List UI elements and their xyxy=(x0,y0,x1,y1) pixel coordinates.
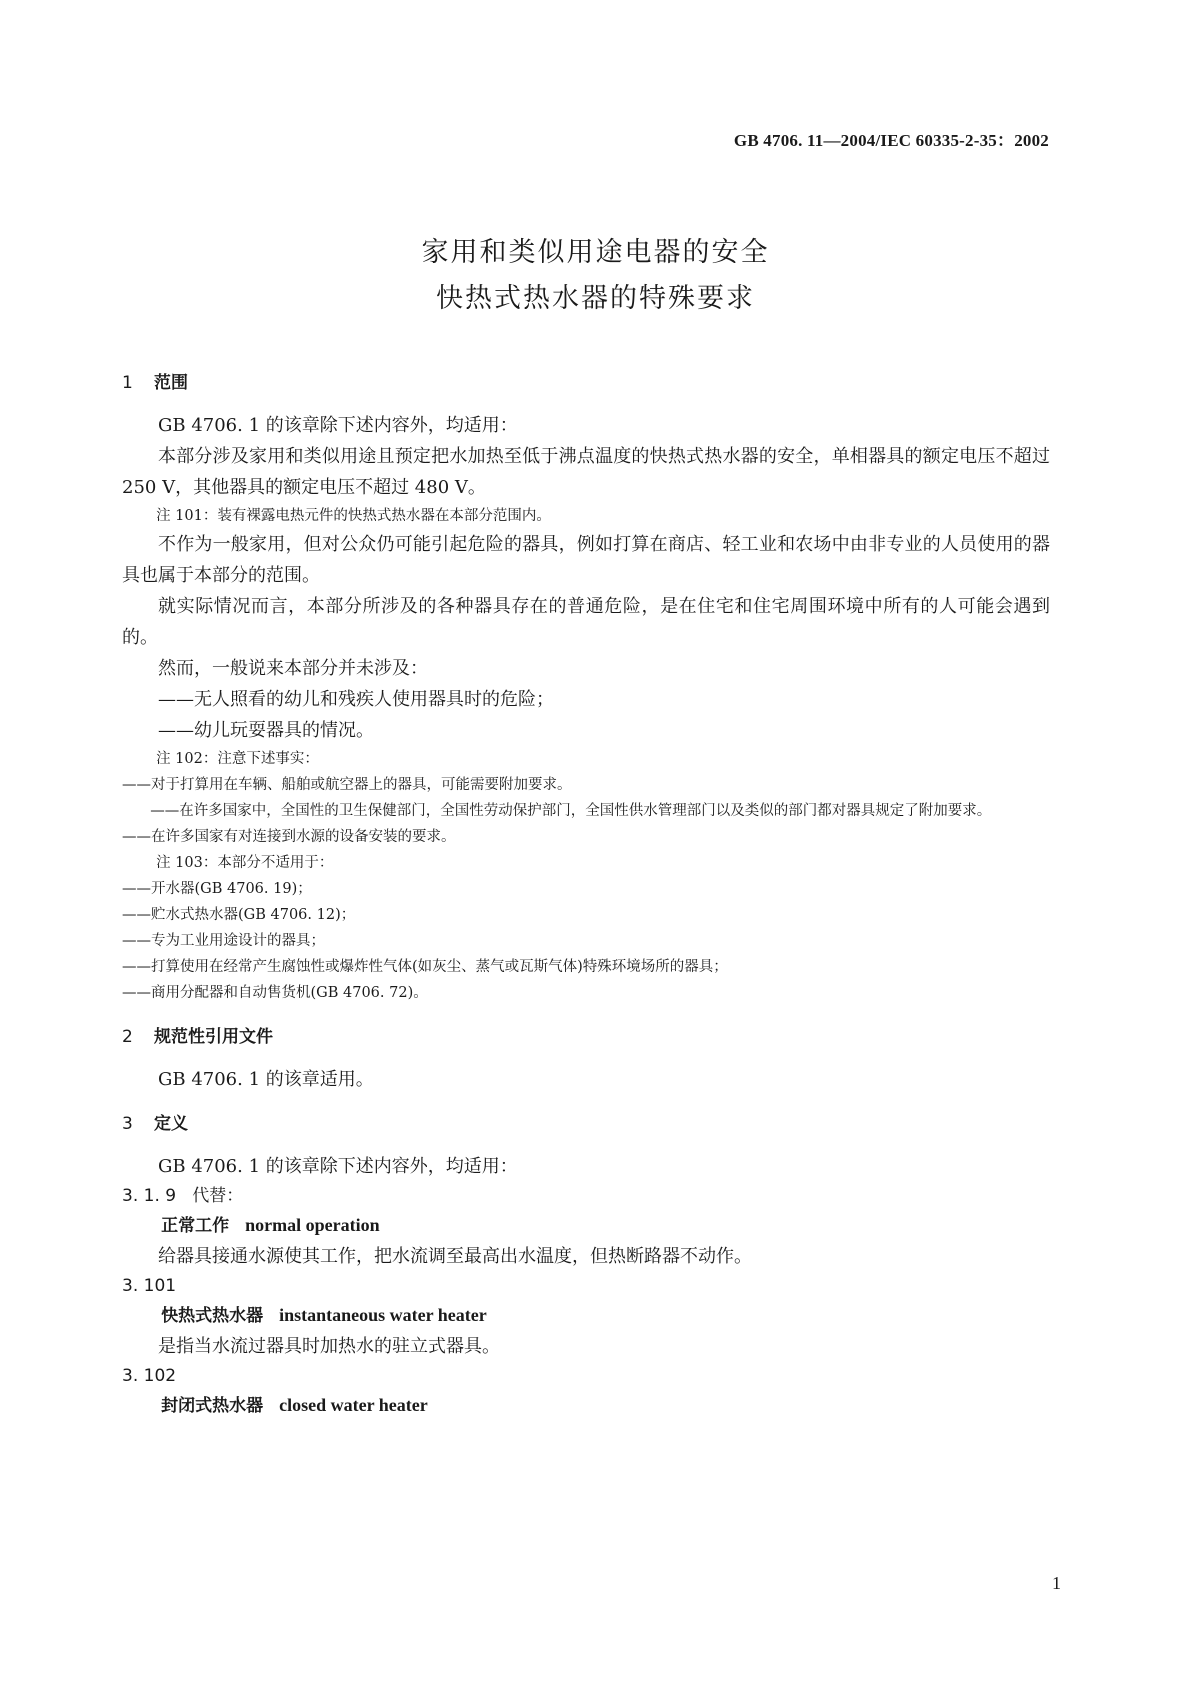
clause-3-1-9 xyxy=(122,1182,1050,1210)
paragraph: GB 4706. 1 的该章除下述内容外，均适用： xyxy=(158,1156,518,1177)
term-zh: 快热式热水器 xyxy=(161,1306,264,1326)
document-title-line2: 快热式热水器的特殊要求 xyxy=(436,283,755,314)
dash-item: ——无人照看的幼儿和残疾人使用器具时的危险； xyxy=(158,689,554,710)
paragraph: 本部分涉及家用和类似用途且预定把水加热至低于沸点温度的快热式热水器的安全，单相器具的额定电压不超过 250 V，其他器具的额定电压不超过 480 V。 xyxy=(122,446,1050,498)
note-102: 注 102：注意下述事实： xyxy=(156,751,319,767)
paragraph: GB 4706. 1 的该章适用。 xyxy=(158,1069,374,1090)
standard-id-header: GB 4706. 11—2004/IEC 60335-2-35：2002 xyxy=(733,131,1049,150)
term-normal-operation xyxy=(122,1210,1050,1241)
section-heading-definitions xyxy=(122,1113,1050,1135)
paragraph: GB 4706. 1 的该章除下述内容外，均适用： xyxy=(158,415,518,436)
note-item: ——打算使用在经常产生腐蚀性或爆炸性气体(如灰尘、蒸气或瓦斯气体)特殊环境场所的器具； xyxy=(122,959,728,975)
document-body xyxy=(122,372,1050,1421)
paragraph: 就实际情况而言，本部分所涉及的各种器具存在的普通危险，是在住宅和住宅周围环境中所有的人可能会遇到的。 xyxy=(122,596,1050,648)
term-zh: 正常工作 xyxy=(161,1216,230,1236)
term-zh: 封闭式热水器 xyxy=(161,1396,264,1416)
clause-3-102: 3. 102 xyxy=(122,1366,177,1386)
clause-3-101: 3. 101 xyxy=(122,1276,177,1296)
note-item: ——对于打算用在车辆、船舶或航空器上的器具，可能需要附加要求。 xyxy=(122,777,572,793)
section-number: 1 xyxy=(122,373,133,393)
paragraph: 不作为一般家用，但对公众仍可能引起危险的器具，例如打算在商店、轻工业和农场中由非专业的人员使用的器具也属于本部分的范围。 xyxy=(122,534,1050,586)
section-title: 规范性引用文件 xyxy=(154,1027,273,1047)
clause-label: 代替： xyxy=(192,1186,244,1206)
paragraph: 然而，一般说来本部分并未涉及： xyxy=(158,658,428,679)
note-item: ——在许多国家中，全国性的卫生保健部门，全国性劳动保护部门，全国性供水管理部门以及类似的部门都对器具规定了附加要求。 xyxy=(150,803,992,819)
term-closed-water-heater xyxy=(122,1390,1050,1421)
note-101: 注 101：装有裸露电热元件的快热式热水器在本部分范围内。 xyxy=(156,508,551,524)
definition-text: 给器具接通水源使其工作，把水流调至最高出水温度，但热断路器不动作。 xyxy=(158,1246,752,1267)
section-heading-normative-references xyxy=(122,1026,1050,1048)
dash-item: ——幼儿玩耍器具的情况。 xyxy=(158,720,374,741)
term-en: instantaneous water heater xyxy=(279,1305,487,1325)
document-title-line1: 家用和类似用途电器的安全 xyxy=(421,237,770,268)
note-item: ——开水器(GB 4706. 19)； xyxy=(122,881,312,897)
term-en: normal operation xyxy=(245,1215,380,1235)
note-103: 注 103：本部分不适用于： xyxy=(156,855,334,871)
note-item: ——在许多国家有对连接到水源的设备安装的要求。 xyxy=(122,829,456,845)
note-item: ——专为工业用途设计的器具； xyxy=(122,933,325,949)
note-item: ——商用分配器和自动售货机(GB 4706. 72)。 xyxy=(122,985,428,1001)
term-instantaneous-water-heater xyxy=(122,1300,1050,1331)
section-number: 2 xyxy=(122,1027,133,1047)
page-number: 1 xyxy=(1052,1573,1061,1593)
section-heading-scope xyxy=(122,372,1050,394)
section-number: 3 xyxy=(122,1114,133,1134)
clause-number: 3. 1. 9 xyxy=(122,1186,177,1206)
section-title: 范围 xyxy=(154,373,188,393)
section-title: 定义 xyxy=(154,1114,188,1134)
term-en: closed water heater xyxy=(279,1395,428,1415)
note-item: ——贮水式热水器(GB 4706. 12)； xyxy=(122,907,356,923)
definition-text: 是指当水流过器具时加热水的驻立式器具。 xyxy=(158,1336,500,1357)
